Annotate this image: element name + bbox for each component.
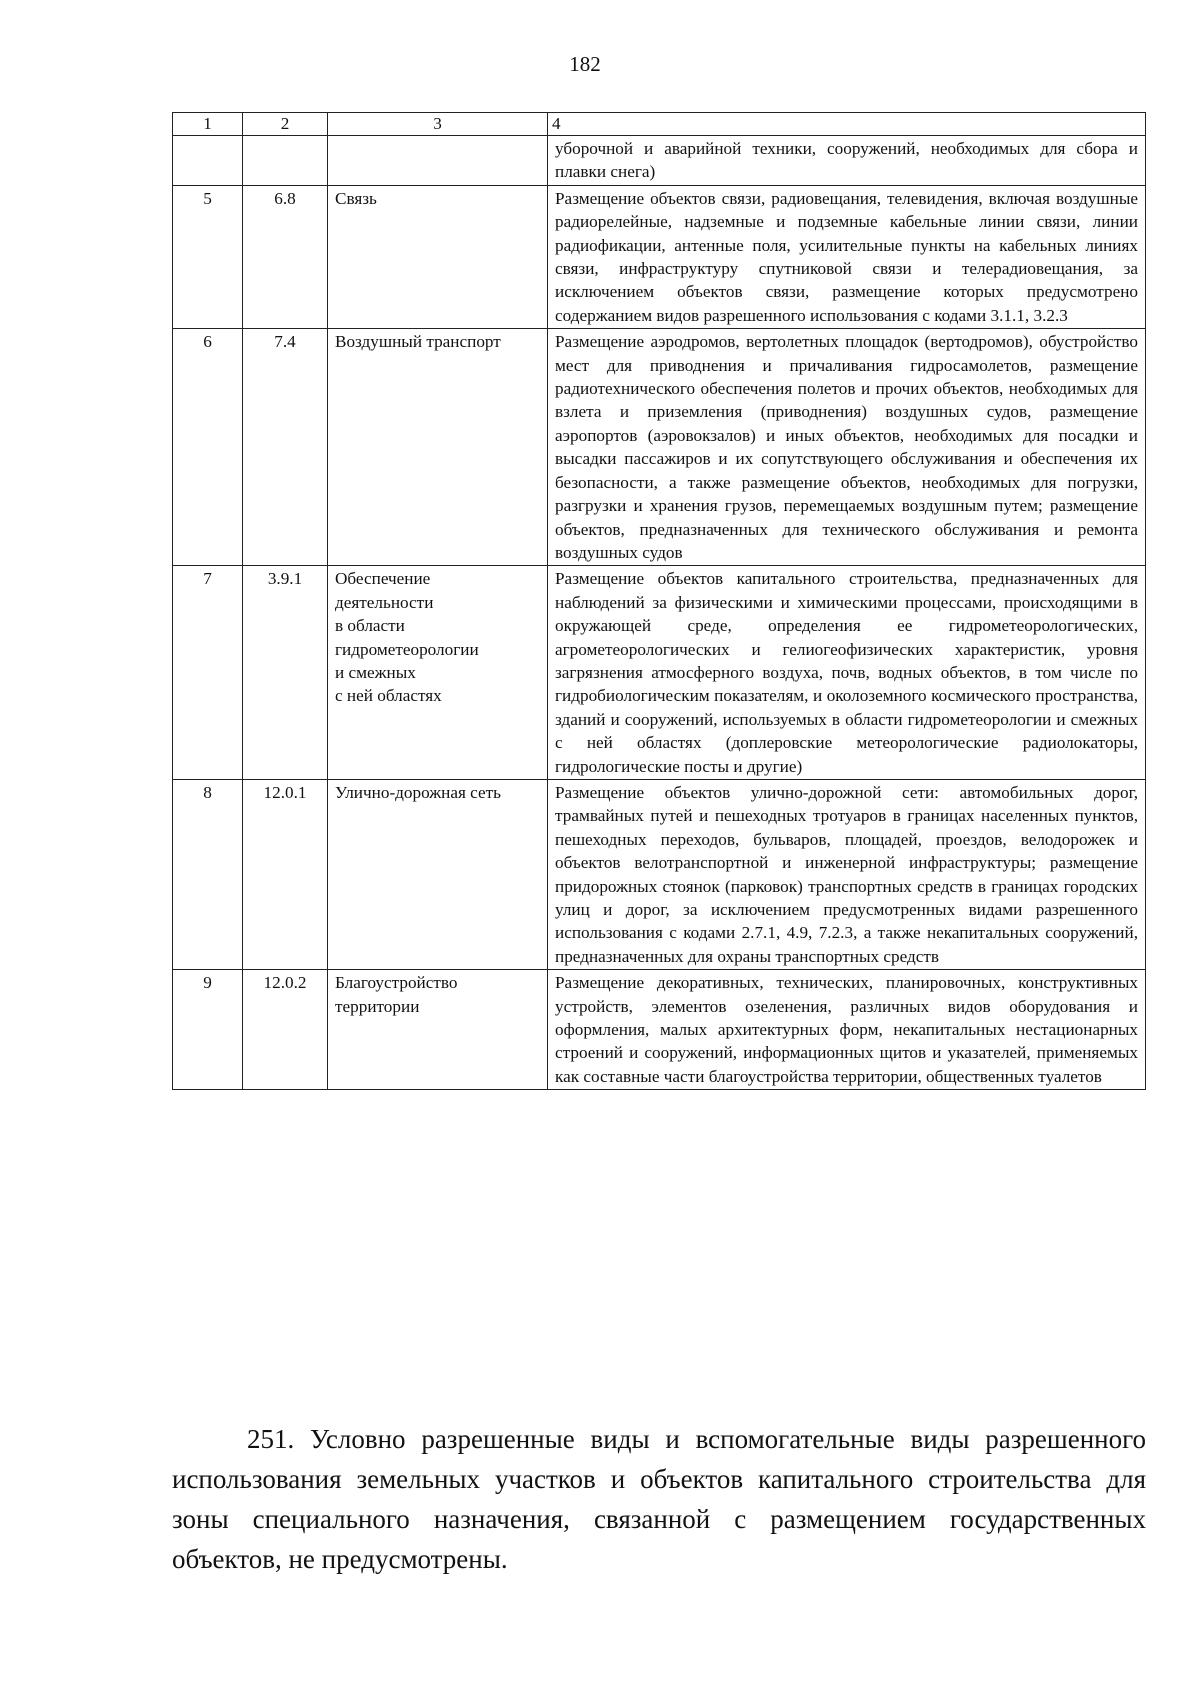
page-number: 182: [569, 52, 601, 76]
row-name-line: деятельности: [335, 592, 434, 612]
row-name-line: Благоустройство: [335, 973, 458, 993]
row-name: Улично-дорожная сеть: [328, 779, 548, 969]
row-number: 9: [173, 970, 243, 1090]
row-name-line: в области: [335, 616, 405, 636]
row-code: 7.4: [243, 329, 328, 566]
header-cell-4: 4: [548, 113, 1146, 136]
row-name-line: гидрометеорологии: [335, 639, 479, 659]
row-code: 3.9.1: [243, 566, 328, 780]
table-row: [173, 566, 1146, 780]
row-name: Воздушный транспорт: [328, 329, 548, 566]
row-name-line: территории: [335, 996, 420, 1016]
row-number: 6: [173, 329, 243, 566]
table-row: [173, 970, 1146, 1090]
header-cell-1: 1: [173, 113, 243, 136]
table-header-row: [173, 113, 1146, 136]
table-row: [173, 136, 1146, 186]
row-code: 12.0.2: [243, 970, 328, 1090]
row-number: 8: [173, 779, 243, 969]
row-name: [328, 566, 548, 780]
row-description: Размещение объектов связи, радиовещания, телевидения, включая воздушные радиорелейные, надземные и подземные кабельные линии связи, линии радиофикации, антенные поля, усилительные пункты на кабельных линиях связи, инфраструктуру спутниковой связи и телерадиовещания, за исключением объектов связи, размещение которых предусмотрено содержанием видов разрешенного использования с кодами 3.1.1, 3.2.3: [548, 185, 1146, 328]
row-number: [173, 136, 243, 186]
row-code: [243, 136, 328, 186]
row-name: Связь: [328, 185, 548, 328]
row-description: Размещение объектов улично-дорожной сети: автомобильных дорог, трамвайных путей и пешеходных тротуаров в границах населенных пунктов, пешеходных переходов, бульваров, площадей, проездов, велодорожек и объектов велотранспортной и инженерной инфраструктуры; размещение придорожных стоянок (парковок) транспортных средств в границах городских улиц и дорог, за исключением предусмотренных видами разрешенного использования с кодами 2.7.1, 4.9, 7.2.3, а также некапитальных сооружений, предназначенных для охраны транспортных средств: [548, 779, 1146, 969]
row-name: [328, 136, 548, 186]
row-number: 7: [173, 566, 243, 780]
table-row: [173, 329, 1146, 566]
row-code: 6.8: [243, 185, 328, 328]
header-cell-2: 2: [243, 113, 328, 136]
row-code: 12.0.1: [243, 779, 328, 969]
row-name-line: с ней областях: [335, 686, 442, 706]
row-name-line: и смежных: [335, 662, 416, 682]
land-use-table: [172, 112, 1146, 1090]
row-description: уборочной и аварийной техники, сооружений, необходимых для сбора и плавки снега): [548, 136, 1146, 186]
table-row: [173, 185, 1146, 328]
row-description: Размещение декоративных, технических, планировочных, конструктивных устройств, элементов озеленения, различных видов оборудования и оформления, малых архитектурных форм, некапитальных нестационарных строений и сооружений, информационных щитов и указателей, применяемых как составные части благоустройства территории, общественных туалетов: [548, 970, 1146, 1090]
header-cell-3: 3: [328, 113, 548, 136]
closing-paragraph: 251. Условно разрешенные виды и вспомогательные виды разрешенного использования земельных участков и объектов капитального строительства для зоны специального назначения, связанной с размещением государственных объектов, не предусмотрены.: [172, 1424, 1146, 1574]
row-description: Размещение аэродромов, вертолетных площадок (вертодромов), обустройство мест для приводнения и причаливания гидросамолетов, размещение радиотехнического обеспечения полетов и прочих объектов, необходимых для взлета и приземления (приводнения) воздушных судов, размещение аэропортов (аэровокзалов) и иных объектов, необходимых для посадки и высадки пассажиров и их сопутствующего обслуживания и обеспечения их безопасности, а также размещение объектов, необходимых для погрузки, разгрузки и хранения грузов, перемещаемых воздушным путем; размещение объектов, предназначенных для технического обслуживания и ремонта воздушных судов: [548, 329, 1146, 566]
table-row: [173, 779, 1146, 969]
row-description: Размещение объектов капитального строительства, предназначенных для наблюдений за физическими и химическими процессами, происходящими в окружающей среде, определения ее гидрометеорологических, агрометеорологических и гелиогеофизических характеристик, уровня загрязнения атмосферного воздуха, почв, водных объектов, в том числе по гидробиологическим показателям, и околоземного космического пространства, зданий и сооружений, используемых в области гидрометеорологии и смежных с ней областях (доплеровские метеорологические радиолокаторы, гидрологические посты и другие): [548, 566, 1146, 780]
row-name: [328, 970, 548, 1090]
row-number: 5: [173, 185, 243, 328]
row-name-line: Обеспечение: [335, 569, 431, 589]
